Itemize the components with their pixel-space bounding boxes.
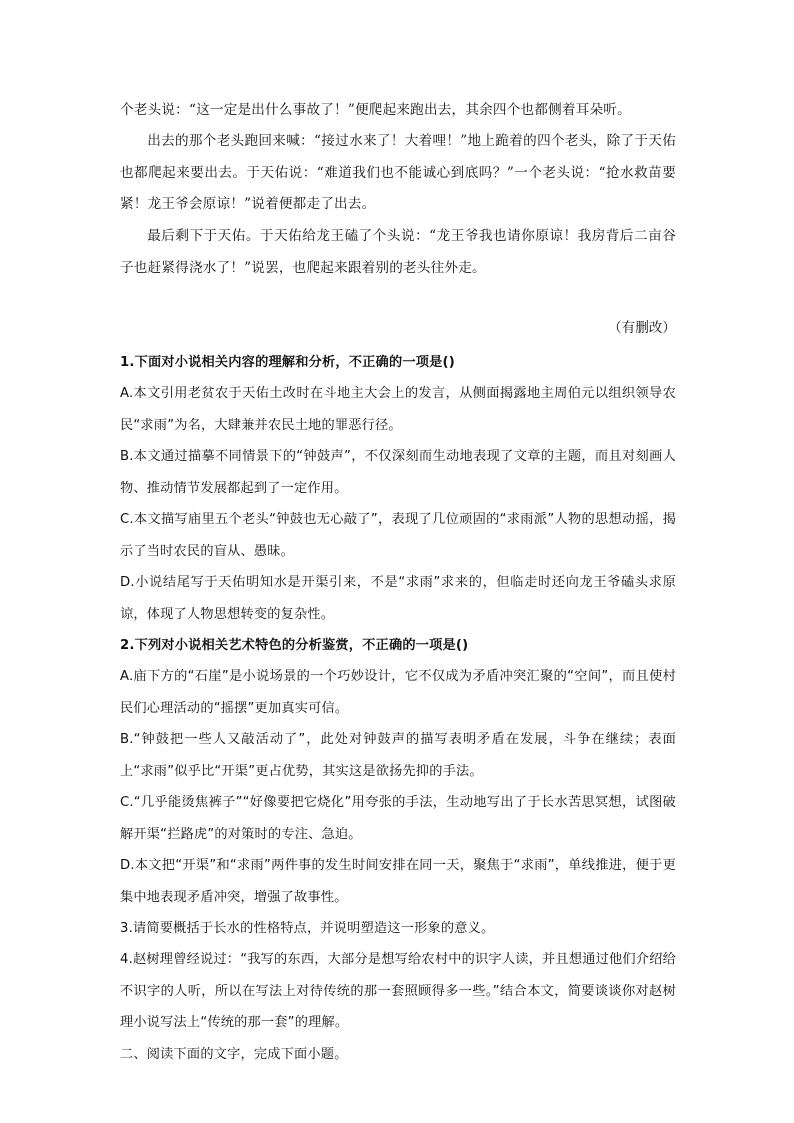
question-1-stem: 1.下面对小说相关内容的理解和分析，不正确的一项是() [120,355,455,370]
question-1-option-d: D.小说结尾写于天佑明知水是开渠引来，不是“求雨”求来的，但临走时还向龙王爷磕头求原谅，体现了人物思想转变的复杂性。 [120,575,676,622]
question-2-option-b: B.“钟鼓把一些人又敲活动了”，此处对钟鼓声的描写表明矛盾在发展，斗争在继续；表面上“求雨”似乎比“开渠”更占优势，其实这是欲扬先抑的手法。 [120,732,676,779]
story-paragraph-3: 最后剩下于天佑。于天佑给龙王磕了个头说：“龙王爷我也请你原谅！我房背后二亩谷子也赶紧得浇水了！”说罢，也爬起来跟着别的老头往外走。 [120,228,676,276]
story-paragraph-1: 个老头说：“这一定是出什么事故了！”便爬起来跑出去，其余四个也都侧着耳朵听。 [120,102,631,118]
question-3: 3.请简要概括于长水的性格特点，并说明塑造这一形象的意义。 [120,921,495,936]
question-1-option-a: A.本文引用老贫农于天佑土改时在斗地主大会上的发言，从侧面揭露地主周伯元以组织领导农民“求雨”为名，大肆兼并农民土地的罪恶行径。 [120,386,676,433]
question-2-option-c: C.“几乎能烫焦裤子”“好像要把它烧化”用夸张的手法，生动地写出了于长水苦思冥想，试图破解开渠“拦路虎”的对策时的专注、急迫。 [120,795,676,842]
question-1-option-b: B.本文通过描摹不同情景下的“钟鼓声”，不仅深刻而生动地表现了文章的主题，而且对刻画人物、推动情节发展都起到了一定作用。 [120,449,676,496]
question-2-option-d: D.本文把“开渠”和“求雨”两件事的发生时间安排在同一天，聚焦于“求雨”，单线推进，便于更集中地表现矛盾冲突，增强了故事性。 [120,858,676,905]
edit-note: （有删改） [608,320,676,336]
question-2-option-a: A.庙下方的“石崖”是小说场景的一个巧妙设计，它不仅成为矛盾冲突汇聚的“空间”，而且使村民们心理活动的“摇摆”更加真实可信。 [120,669,676,716]
section-2-heading: 二、阅读下面的文字，完成下面小题。 [120,1047,348,1062]
story-paragraph-2: 出去的那个老头跑回来喊：“接过水来了！大着哩！”地上跪着的四个老头，除了于天佑也都爬起来要出去。于天佑说：“难道我们也不能诚心到底吗？”一个老头说：“抢水救苗要紧！龙王爷会原谅！”说着便都走了出去。 [120,133,676,212]
question-1-option-c: C.本文描写庙里五个老头“钟鼓也无心敲了”，表现了几位顽固的“求雨派”人物的思想动摇，揭示了当时农民的盲从、愚昧。 [120,512,676,559]
question-4: 4.赵树理曾经说过：“我写的东西，大部分是想写给农村中的识字人读，并且想通过他们介绍给不识字的人听，所以在写法上对待传统的那一套照顾得多一些。”结合本文，简要谈谈你对赵树理小说写法上“传统的那一套”的理解。 [120,952,676,1030]
question-2-stem: 2.下列对小说相关艺术特色的分析鉴赏，不正确的一项是() [120,638,469,653]
